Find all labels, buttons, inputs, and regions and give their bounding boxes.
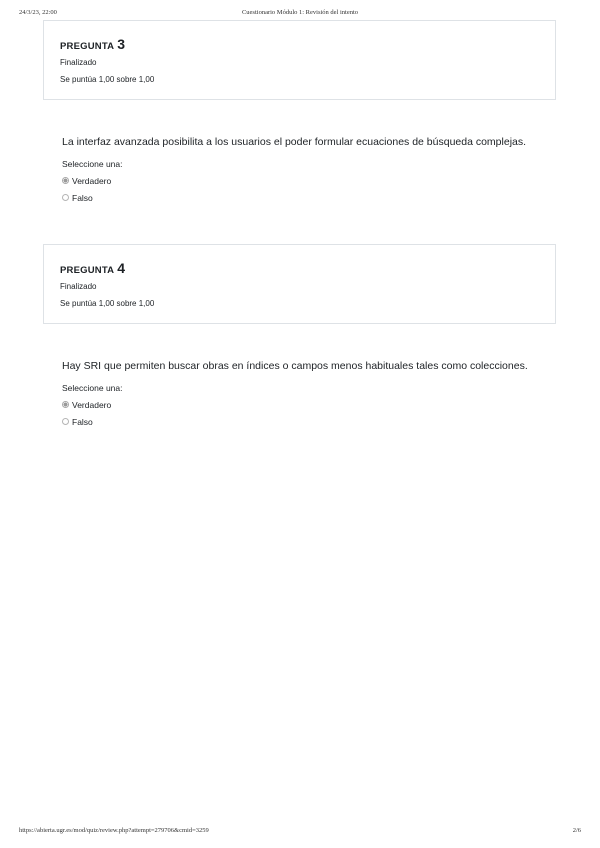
question-prompt: Seleccione una: <box>62 383 123 393</box>
question-label: PREGUNTA <box>60 41 115 52</box>
page-number: 2/6 <box>572 827 581 834</box>
question-state: Finalizado <box>60 58 97 67</box>
question-number: 4 <box>117 260 126 276</box>
question-info-card <box>43 244 556 324</box>
print-date: 24/3/23, 22:00 <box>19 9 57 16</box>
answer-option[interactable] <box>62 416 542 427</box>
question-heading <box>60 260 125 276</box>
question-info-card <box>43 20 556 100</box>
question-number: 3 <box>117 36 126 52</box>
radio-selected-icon[interactable] <box>62 401 69 408</box>
radio-unselected-icon[interactable] <box>62 194 69 201</box>
question-grade: Se puntúa 1,00 sobre 1,00 <box>60 75 155 84</box>
answer-option[interactable] <box>62 192 542 203</box>
question-text: La interfaz avanzada posibilita a los usuarios el poder formular ecuaciones de búsqueda complejas. <box>62 136 527 148</box>
question-text: Hay SRI que permiten buscar obras en índices o campos menos habituales tales como colecciones. <box>62 360 528 372</box>
question-grade: Se puntúa 1,00 sobre 1,00 <box>60 299 155 308</box>
print-title: Cuestionario Módulo 1: Revisión del intento <box>241 9 359 16</box>
answer-option[interactable] <box>62 175 542 186</box>
answer-option-label: Falso <box>72 192 93 203</box>
question-content <box>62 135 542 203</box>
radio-selected-icon[interactable] <box>62 177 69 184</box>
question-prompt: Seleccione una: <box>62 159 123 169</box>
answer-option-label: Verdadero <box>72 175 112 186</box>
radio-unselected-icon[interactable] <box>62 418 69 425</box>
question-state: Finalizado <box>60 282 97 291</box>
answer-option[interactable] <box>62 399 542 410</box>
question-heading <box>60 36 125 52</box>
answer-option-label: Falso <box>72 416 93 427</box>
answer-option-label: Verdadero <box>72 399 112 410</box>
print-footer <box>0 827 600 839</box>
print-url: https://abierta.ugr.es/mod/quiz/review.php?attempt=279706&cmid=3259 <box>19 827 209 834</box>
question-content <box>62 359 542 427</box>
question-label: PREGUNTA <box>60 265 115 276</box>
